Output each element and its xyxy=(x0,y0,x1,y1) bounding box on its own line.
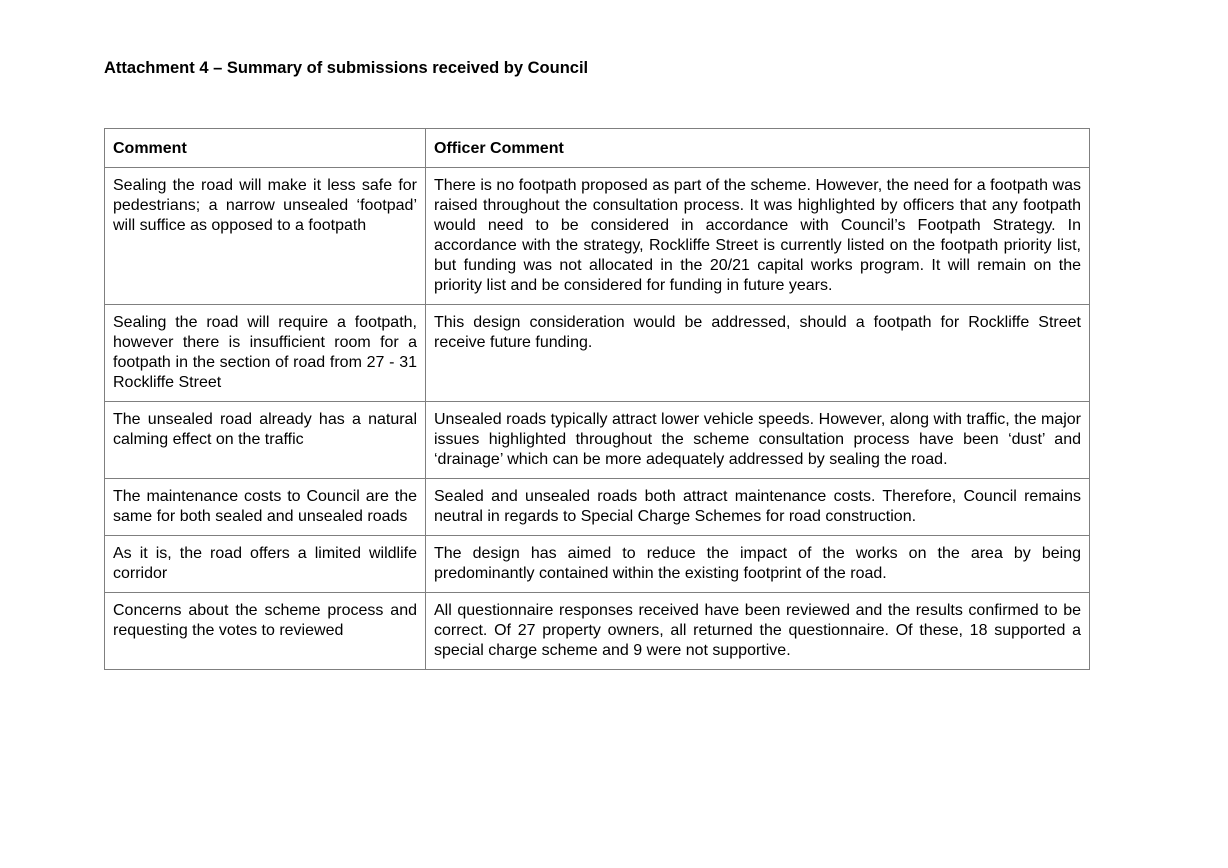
comment-column-header: Comment xyxy=(105,129,426,168)
comment-cell: As it is, the road offers a limited wildlife corridor xyxy=(105,536,426,593)
officer-comment-cell: The design has aimed to reduce the impact of the works on the area by being predominantly contained within the existing footprint of the road. xyxy=(426,536,1090,593)
comment-cell: Sealing the road will make it less safe for pedestrians; a narrow unsealed ‘footpad’ will suffice as opposed to a footpath xyxy=(105,168,426,305)
officer-comment-cell: Unsealed roads typically attract lower vehicle speeds. However, along with traffic, the major issues highlighted throughout the scheme consultation process have been ‘dust’ and ‘drainage’ which can be more adequately addressed by sealing the road. xyxy=(426,402,1090,479)
comment-cell: The maintenance costs to Council are the same for both sealed and unsealed roads xyxy=(105,479,426,536)
comment-cell: Concerns about the scheme process and requesting the votes to reviewed xyxy=(105,593,426,670)
officer-comment-column-header: Officer Comment xyxy=(426,129,1090,168)
comment-cell: The unsealed road already has a natural calming effect on the traffic xyxy=(105,402,426,479)
officer-comment-cell: There is no footpath proposed as part of the scheme. However, the need for a footpath was raised throughout the consultation process. It was highlighted by officers that any footpath would need to be considered in accordance with Council’s Footpath Strategy. In accordance with the strategy, Rockliffe Street is currently listed on the footpath priority list, but funding was not allocated in the 20/21 capital works program. It will remain on the priority list and be considered for funding in future years. xyxy=(426,168,1090,305)
table-row xyxy=(105,479,1090,536)
table-row xyxy=(105,305,1090,402)
table-header-row xyxy=(105,129,1090,168)
comment-cell: Sealing the road will require a footpath, however there is insufficient room for a footpath in the section of road from 27 - 31 Rockliffe Street xyxy=(105,305,426,402)
table-row xyxy=(105,593,1090,670)
officer-comment-cell: This design consideration would be addressed, should a footpath for Rockliffe Street receive future funding. xyxy=(426,305,1090,402)
officer-comment-cell: Sealed and unsealed roads both attract maintenance costs. Therefore, Council remains neutral in regards to Special Charge Schemes for road construction. xyxy=(426,479,1090,536)
document-title: Attachment 4 – Summary of submissions received by Council xyxy=(104,59,589,77)
officer-comment-cell: All questionnaire responses received have been reviewed and the results confirmed to be correct. Of 27 property owners, all returned the questionnaire. Of these, 18 supported a special charge scheme and 9 were not supportive. xyxy=(426,593,1090,670)
table-row xyxy=(105,402,1090,479)
table-row xyxy=(105,168,1090,305)
submissions-table xyxy=(104,128,1090,670)
table-row xyxy=(105,536,1090,593)
